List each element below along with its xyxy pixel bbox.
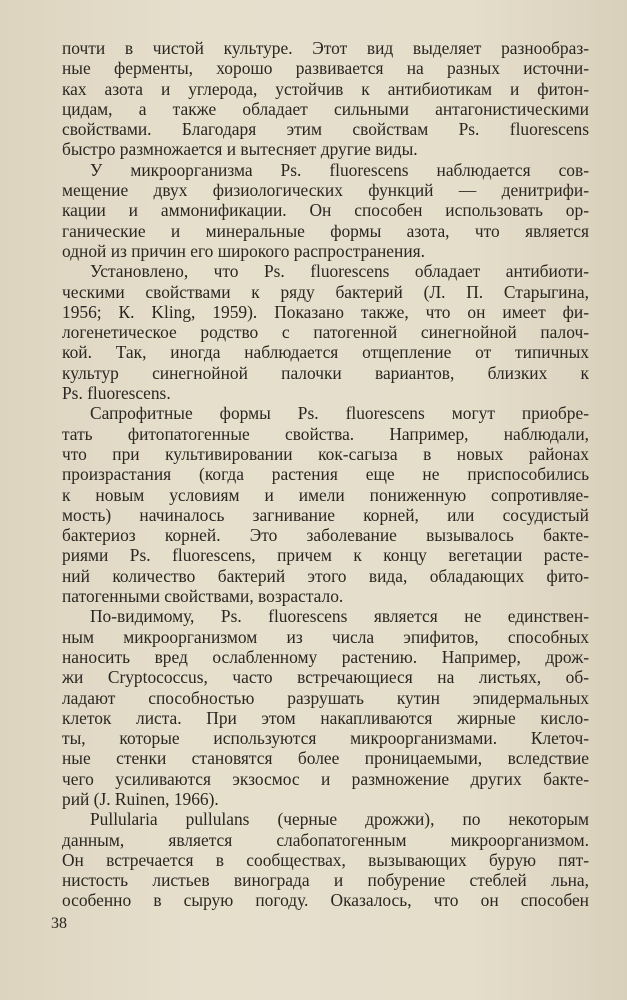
text-line: ные ферменты, хорошо развивается на разных источни- <box>62 58 589 79</box>
text-line: логенетическое родство с патогенной синегнойной палоч- <box>62 322 589 343</box>
text-line: тать фитопатогенные свойства. Например, наблюдали, <box>62 423 589 444</box>
text-line: ках азота и углерода, устойчив к антибиотикам и фитон- <box>62 78 589 99</box>
text-line: патогенными свойствами, возрастало. <box>62 586 344 607</box>
text-line: кации и аммонификации. Он способен использовать ор- <box>62 200 589 221</box>
text-line: что при культивировании кок-сагыза в новых районах <box>62 443 589 464</box>
text-line: особенно в сырую погоду. Оказалось, что он способен <box>62 890 589 911</box>
text-line: ные стенки становятся более проницаемыми, вследствие <box>62 748 589 769</box>
text-line: данным, является слабопатогенным микроорганизмом. <box>62 829 589 850</box>
text-line: ным микроорганизмом из числа эпифитов, способных <box>62 626 589 647</box>
text-line: 1956; К. Kling, 1959). Показано также, что он имеет фи- <box>62 301 589 322</box>
text-line: кой. Так, иногда наблюдается отщепление от типичных <box>62 342 589 363</box>
text-line: к новым условиям и имели пониженную сопротивляе- <box>62 484 589 505</box>
text-line: Pullularia pullulans (черные дрожжи), по некоторым <box>90 809 589 830</box>
text-line: почти в чистой культуре. Этот вид выделяет разнообраз- <box>62 38 589 58</box>
paragraph <box>62 606 589 809</box>
body-text <box>62 38 589 911</box>
text-line: бактериоз корней. Это заболевание вызывалось бакте- <box>62 525 589 546</box>
text-line: ний количество бактерий этого вида, обладающих фито- <box>62 565 589 586</box>
text-line: быстро размножается и вытесняет другие виды. <box>62 139 418 160</box>
paragraph <box>62 160 589 261</box>
paragraph <box>62 403 589 606</box>
text-line: Установлено, что Ps. fluorescens обладает антибиоти- <box>90 261 589 282</box>
text-line: жи Cryptococcus, часто встречающиеся на листьях, об- <box>62 667 589 688</box>
text-line: ты, которые используются микроорганизмами. Клеточ- <box>62 728 589 749</box>
text-line: произрастания (когда растения еще не приспособились <box>62 464 589 485</box>
text-line: ганические и минеральные формы азота, что является <box>62 220 589 241</box>
text-line: клеток листа. При этом накапливаются жирные кисло- <box>62 707 589 728</box>
text-line: рий (J. Ruinen, 1966). <box>62 788 219 809</box>
text-line: риями Ps. fluorescens, причем к концу вегетации расте- <box>62 545 589 566</box>
text-line: одной из причин его широкого распространения. <box>62 240 425 261</box>
text-line: цидам, а также обладает сильными антагонистическими <box>62 98 589 119</box>
text-line: У микроорганизма Ps. fluorescens наблюдается сов- <box>90 159 589 180</box>
text-line: культур синегнойной палочки вариантов, близких к <box>62 362 589 383</box>
text-line: Ps. fluorescens. <box>62 383 171 404</box>
text-line: мость) начиналось загнивание корней, или сосудистый <box>62 504 589 525</box>
text-line: чего усиливаются экзосмос и размножение других бакте- <box>62 768 589 789</box>
paragraph <box>62 261 589 403</box>
text-line: Он встречается в сообществах, вызывающих бурую пят- <box>62 849 589 870</box>
text-line: наносить вред ослабленному растению. Например, дрож- <box>62 646 589 667</box>
paragraph <box>62 38 589 160</box>
text-line: ладают способностью разрушать кутин эпидермальных <box>62 687 589 708</box>
paragraph <box>62 809 589 910</box>
page-number: 38 <box>51 915 67 932</box>
text-line: ческими свойствами к ряду бактерий (Л. П. Старыгина, <box>62 281 589 302</box>
text-line: По-видимому, Ps. fluorescens является не единствен- <box>90 606 589 627</box>
text-line: мещение двух физиологических функций — денитрифи- <box>62 180 589 201</box>
text-line: свойствами. Благодаря этим свойствам Ps. fluorescens <box>62 119 589 140</box>
text-line: Сапрофитные формы Ps. fluorescens могут приобре- <box>90 403 589 424</box>
text-line: нистость листьев винограда и побурение стеблей льна, <box>62 870 589 891</box>
